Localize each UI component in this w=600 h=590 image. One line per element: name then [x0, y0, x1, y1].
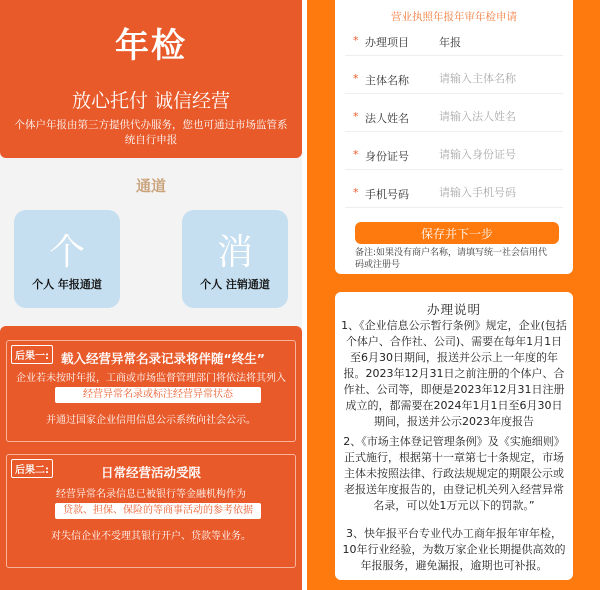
entity-name-input[interactable]: [439, 69, 557, 87]
consequence-heading: 日常经营活动受限: [100, 465, 201, 480]
service-value[interactable]: 年报: [439, 36, 461, 49]
form-row-id-number: [345, 140, 563, 170]
consequence-tag: 后果二:: [11, 459, 53, 478]
instruction-paragraph: 1、《企业信息公示暂行条例》规定，企业(包括个体户、合作社、公司)、需要在每年1月1日至6月30日期间，报送并公示上一年度的年报。2023年12月31日之前注册的个体户、合作社、公司等，即便是2023年12月31日注册成立的，都需要在2024年1月1日至6月30日期间，报送并公示2023年度报告: [341, 319, 567, 428]
save-next-button[interactable]: 保存并下一步: [355, 222, 559, 244]
legal-person-input[interactable]: [439, 107, 557, 125]
cancellation-channel-label: 个人 注销通道: [200, 278, 270, 291]
channel-section-title: 通道: [135, 177, 166, 195]
required-mark: *: [353, 186, 359, 199]
instructions-title: 办理说明: [426, 302, 481, 317]
required-mark: *: [353, 72, 359, 85]
consequence-tag: 后果一:: [11, 345, 53, 364]
field-label: 手机号码: [365, 188, 409, 201]
application-form: [335, 0, 573, 274]
field-label: 身份证号: [365, 150, 409, 163]
required-mark: *: [353, 110, 359, 123]
annual-report-channel-button[interactable]: [14, 210, 120, 308]
phone-input[interactable]: [439, 183, 557, 201]
form-note: 备注:如果没有商户名称，请填写统一社会信用代码或注册号: [355, 248, 548, 270]
form-row-service: [345, 26, 563, 56]
consequence-box-1: [6, 340, 296, 442]
instruction-paragraph: 3、快年报平台专业代办工商年报年审年检，10年行业经验，为数万家企业长期提供高效的年报服务，避免漏报，逾期也可补报。: [342, 527, 566, 572]
consequence-text: 并通过国家企业信用信息公示系统向社会公示。: [46, 415, 256, 426]
field-label: 办理项目: [365, 36, 409, 49]
form-title: 营业执照年报年审年检申请: [391, 11, 517, 23]
hero-description: 个体户年报由第三方提供代办服务，您也可通过市场监管系统自行申报: [14, 119, 288, 146]
annual-report-channel-label: 个人 年报通道: [32, 278, 102, 291]
cancellation-channel-button[interactable]: [182, 210, 288, 308]
field-label: 法人姓名: [365, 112, 409, 125]
consequence-heading: 载入经营异常名录记录将伴随“终生”: [61, 351, 265, 366]
id-number-input[interactable]: [439, 145, 557, 163]
hero-slogan: 放心托付 诚信经营: [71, 90, 231, 112]
form-row-phone: [345, 178, 563, 208]
consequence-box-2: [6, 454, 296, 568]
required-mark: *: [353, 34, 359, 47]
consequence-text: 对失信企业不受理其银行开户、贷款等业务。: [51, 531, 251, 542]
consequence-highlight: 贷款、担保、保险的等商事活动的参考依据: [55, 503, 261, 519]
right-panel: [307, 0, 600, 590]
consequence-highlight: 经营异常名录或标注经营异常状态: [55, 387, 261, 403]
form-row-legal-person: [345, 102, 563, 132]
form-row-entity-name: [345, 64, 563, 94]
consequences-panel: [0, 326, 302, 590]
field-label: 主体名称: [365, 74, 409, 87]
hero-banner: [0, 0, 302, 158]
hero-title: 年检: [115, 26, 187, 66]
instruction-paragraph: 2、《市场主体登记管理条例》及《实施细则》正式施行，根据第十一章第七十条规定，市场主体未按照法律、行政法规规定的期限公示或老报送年度报告的，由登记机关列入经营异常名录，可以处1万元以下的罚款。”: [343, 435, 565, 512]
cancellation-glyph-icon: 消: [216, 232, 253, 273]
consequence-text: 企业若未按时年报，工商或市场监督管理部门将依法将其列入: [16, 373, 286, 384]
required-mark: *: [353, 148, 359, 161]
instructions-card: [335, 292, 573, 580]
consequence-text: 经营异常名录信息已被银行等金融机构作为: [56, 489, 246, 500]
annual-report-glyph-icon: 个: [48, 232, 85, 273]
